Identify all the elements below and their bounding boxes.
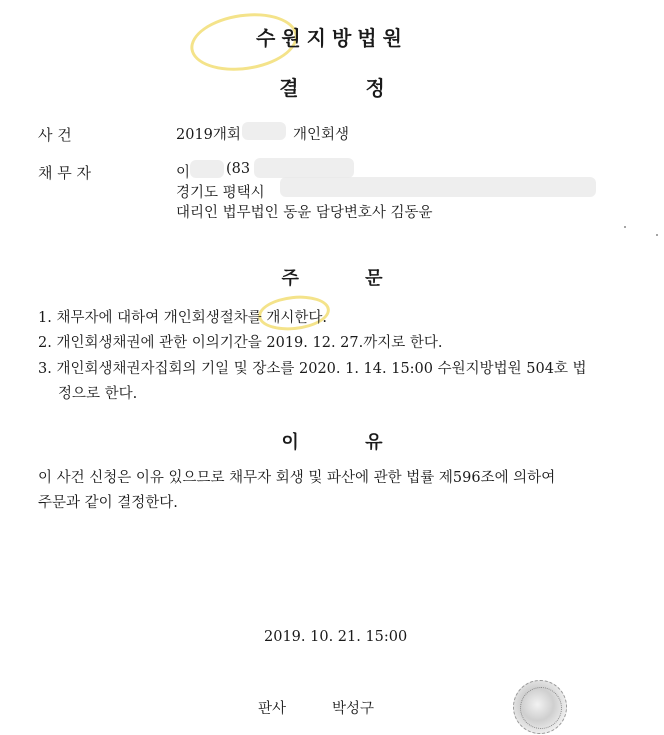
- case-label: 사 건: [38, 126, 72, 144]
- debtor-label: 채 무 자: [38, 164, 92, 182]
- case-type: 개인회생: [293, 127, 350, 143]
- seal-inner-ring: [520, 687, 562, 729]
- debtor-agent: 대리인 법무법인 동윤 담당변호사 김동윤: [176, 205, 433, 221]
- order-section-title: 주 문: [281, 268, 383, 289]
- order-item-2: 2. 개인회생채권에 관한 이의기간을 2019. 12. 27.까지로 한다.: [38, 335, 443, 351]
- debtor-address: 경기도 평택시: [176, 185, 265, 201]
- order-item-3: 3. 개인회생채권자집회의 기일 및 장소를 2020. 1. 14. 15:00 수원지방법원 504호 법: [38, 361, 587, 377]
- reason-section-title: 이 유: [281, 432, 383, 453]
- redaction-debtor-address: [280, 177, 596, 197]
- court-name: 수원지방법원: [256, 26, 408, 50]
- redaction-debtor-name: [190, 160, 224, 178]
- judge-name: 박성구: [332, 701, 375, 717]
- case-number: 2019개회: [176, 127, 241, 143]
- reason-line-1: 이 사건 신청은 이유 있으므로 채무자 회생 및 파산에 관한 법률 제596조에 의하여: [38, 470, 556, 486]
- scan-speck: [656, 234, 658, 236]
- order-item-3-continued: 정으로 한다.: [58, 386, 138, 402]
- debtor-name: 이: [176, 165, 191, 181]
- decision-datetime: 2019. 10. 21. 15:00: [264, 629, 408, 645]
- scan-speck: [624, 226, 626, 228]
- document-title: 결 정: [279, 76, 385, 100]
- reason-line-2: 주문과 같이 결정한다.: [38, 495, 178, 511]
- redaction-debtor-id: [254, 158, 354, 178]
- court-seal-stamp: [513, 680, 567, 734]
- order-item-1: 1. 채무자에 대하여 개인회생절차를 개시한다.: [38, 310, 328, 326]
- judge-title: 판사: [258, 701, 287, 717]
- debtor-id-prefix: (83: [226, 161, 251, 177]
- redaction-case-number: [242, 122, 286, 140]
